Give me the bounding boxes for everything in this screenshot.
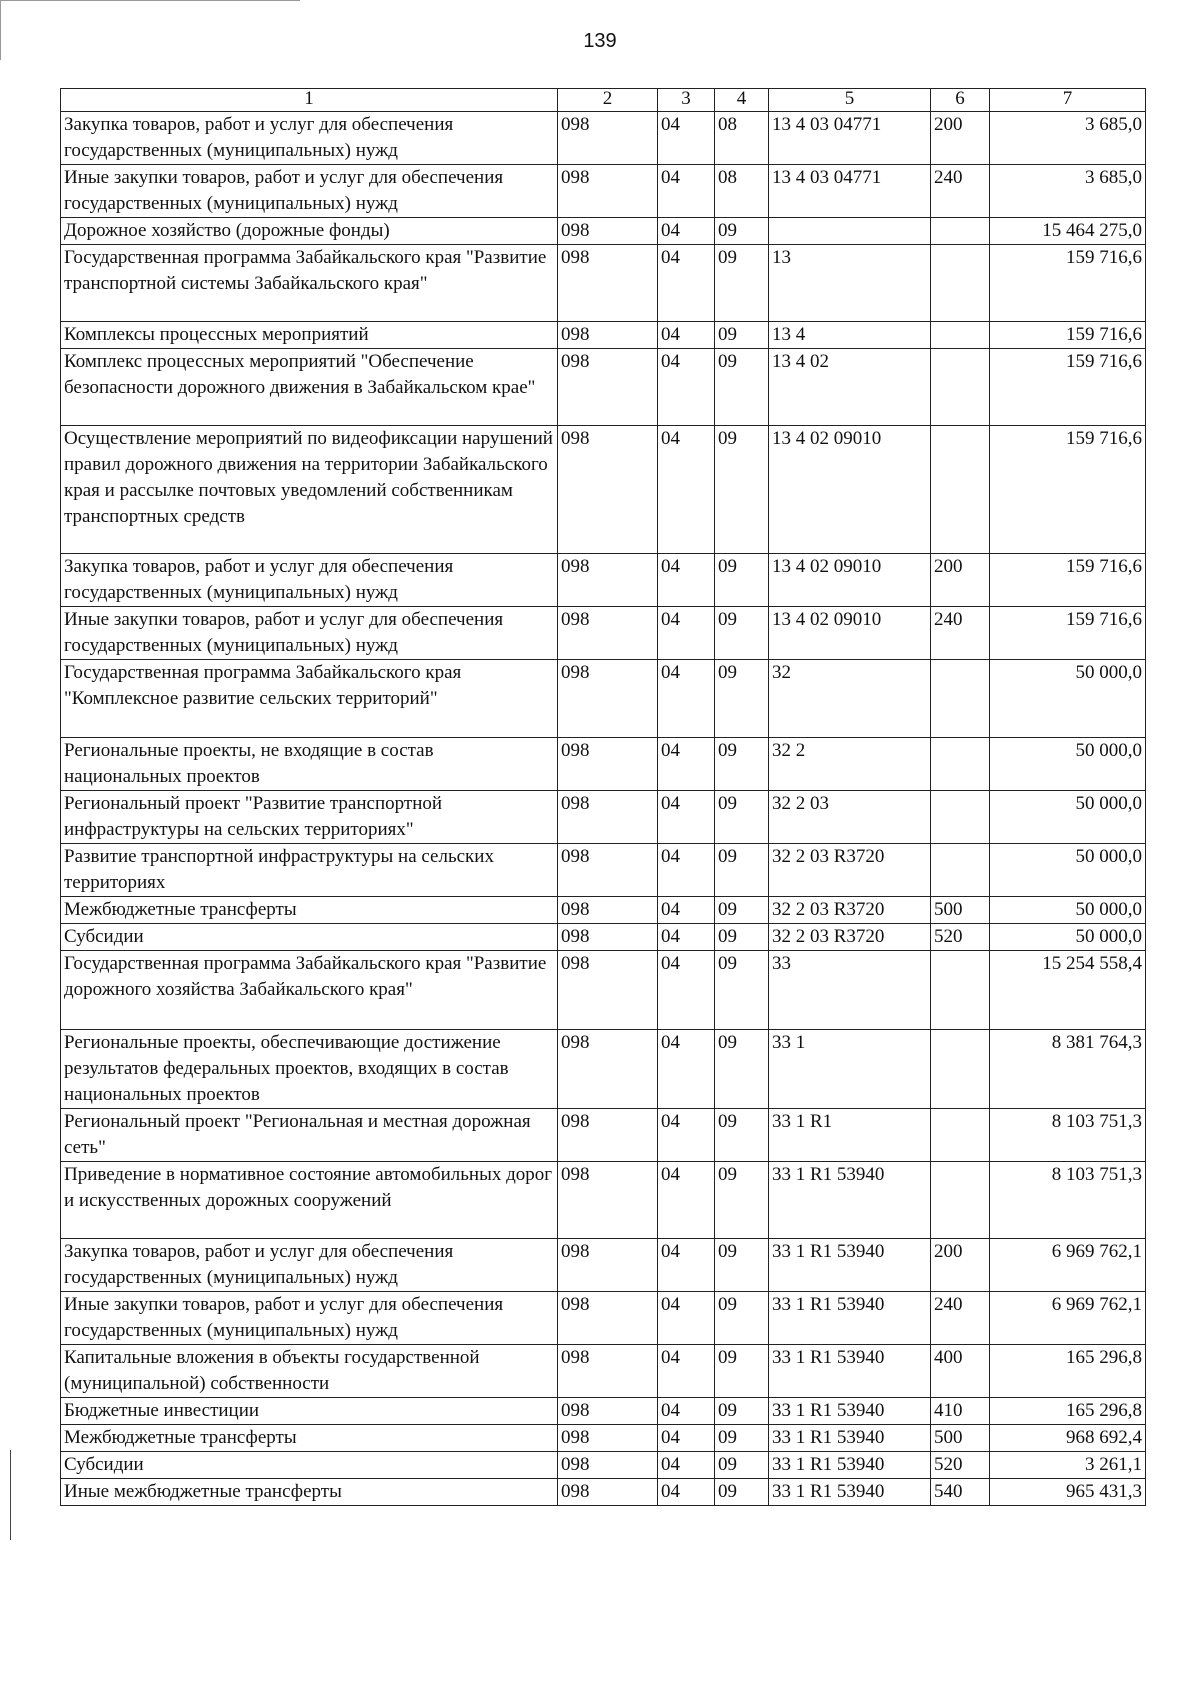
row-name-cell: Межбюджетные трансферты	[61, 1425, 558, 1452]
row-cell-4: 09	[715, 245, 769, 322]
row-cell-4: 09	[715, 426, 769, 554]
row-name-cell: Государственная программа Забайкальского края "Комплексное развитие сельских территорий"	[61, 660, 558, 738]
row-cell-4: 09	[715, 1425, 769, 1452]
row-cell-5: 33 1 R1	[769, 1109, 931, 1162]
row-cell-6	[931, 322, 990, 349]
row-cell-2: 098	[558, 165, 658, 218]
row-amount-cell: 159 716,6	[990, 245, 1146, 322]
row-cell-4: 08	[715, 112, 769, 165]
row-cell-5: 33 1 R1 53940	[769, 1239, 931, 1292]
row-cell-5: 33 1 R1 53940	[769, 1398, 931, 1425]
row-cell-4: 09	[715, 1239, 769, 1292]
row-cell-4: 09	[715, 1479, 769, 1506]
row-cell-6: 520	[931, 1452, 990, 1479]
row-name-cell: Государственная программа Забайкальского края "Развитие дорожного хозяйства Забайкальского края"	[61, 951, 558, 1030]
row-name-cell: Иные закупки товаров, работ и услуг для обеспечения государственных (муниципальных) нужд	[61, 607, 558, 660]
row-cell-6: 400	[931, 1345, 990, 1398]
table-row	[61, 165, 1146, 218]
row-amount-cell: 8 381 764,3	[990, 1030, 1146, 1109]
table-row	[61, 844, 1146, 897]
row-cell-4: 09	[715, 791, 769, 844]
row-cell-2: 098	[558, 791, 658, 844]
row-cell-5: 13 4 03 04771	[769, 165, 931, 218]
row-cell-3: 04	[658, 660, 715, 738]
row-cell-5: 32 2 03 R3720	[769, 844, 931, 897]
row-name-cell: Приведение в нормативное состояние автомобильных дорог и искусственных дорожных сооружений	[61, 1162, 558, 1239]
row-amount-cell: 8 103 751,3	[990, 1109, 1146, 1162]
table-row	[61, 924, 1146, 951]
row-name-cell: Субсидии	[61, 1452, 558, 1479]
header-cell: 2	[558, 89, 658, 112]
row-cell-5: 13 4 02 09010	[769, 554, 931, 607]
row-cell-3: 04	[658, 1425, 715, 1452]
row-cell-3: 04	[658, 554, 715, 607]
row-cell-6: 200	[931, 554, 990, 607]
row-amount-cell: 50 000,0	[990, 897, 1146, 924]
row-cell-3: 04	[658, 349, 715, 426]
row-name-cell: Региональный проект "Региональная и местная дорожная сеть"	[61, 1109, 558, 1162]
budget-table	[60, 88, 1146, 1506]
row-cell-2: 098	[558, 426, 658, 554]
row-cell-2: 098	[558, 1239, 658, 1292]
row-cell-5: 33 1	[769, 1030, 931, 1109]
table-row	[61, 1292, 1146, 1345]
table-row	[61, 660, 1146, 738]
table-row	[61, 1030, 1146, 1109]
row-cell-6	[931, 660, 990, 738]
row-cell-3: 04	[658, 322, 715, 349]
scan-mark-left	[10, 1450, 11, 1540]
header-cell: 5	[769, 89, 931, 112]
row-cell-6	[931, 738, 990, 791]
row-cell-4: 09	[715, 322, 769, 349]
row-cell-2: 098	[558, 112, 658, 165]
row-cell-2: 098	[558, 607, 658, 660]
row-cell-2: 098	[558, 322, 658, 349]
row-cell-3: 04	[658, 951, 715, 1030]
row-cell-5: 13 4 02	[769, 349, 931, 426]
row-name-cell: Развитие транспортной инфраструктуры на сельских территориях	[61, 844, 558, 897]
table-row	[61, 1162, 1146, 1239]
row-cell-3: 04	[658, 1109, 715, 1162]
row-cell-4: 09	[715, 738, 769, 791]
row-cell-3: 04	[658, 738, 715, 791]
row-cell-2: 098	[558, 1479, 658, 1506]
row-name-cell: Субсидии	[61, 924, 558, 951]
row-cell-3: 04	[658, 1292, 715, 1345]
table-row	[61, 1479, 1146, 1506]
row-cell-3: 04	[658, 1479, 715, 1506]
header-cell: 4	[715, 89, 769, 112]
header-cell: 3	[658, 89, 715, 112]
row-name-cell: Комплекс процессных мероприятий "Обеспечение безопасности дорожного движения в Забайкальском крае"	[61, 349, 558, 426]
row-cell-3: 04	[658, 844, 715, 897]
table-row	[61, 1345, 1146, 1398]
row-amount-cell: 159 716,6	[990, 349, 1146, 426]
table-row	[61, 1452, 1146, 1479]
row-cell-6	[931, 1109, 990, 1162]
row-cell-3: 04	[658, 245, 715, 322]
row-cell-6: 200	[931, 112, 990, 165]
row-cell-4: 09	[715, 951, 769, 1030]
row-cell-4: 09	[715, 1030, 769, 1109]
row-cell-3: 04	[658, 1030, 715, 1109]
row-cell-6	[931, 349, 990, 426]
row-cell-2: 098	[558, 1109, 658, 1162]
row-cell-2: 098	[558, 245, 658, 322]
row-cell-3: 04	[658, 1162, 715, 1239]
row-name-cell: Комплексы процессных мероприятий	[61, 322, 558, 349]
row-cell-4: 09	[715, 349, 769, 426]
row-cell-3: 04	[658, 897, 715, 924]
header-cell: 1	[61, 89, 558, 112]
row-cell-2: 098	[558, 1452, 658, 1479]
row-cell-2: 098	[558, 349, 658, 426]
row-name-cell: Иные закупки товаров, работ и услуг для обеспечения государственных (муниципальных) нужд	[61, 1292, 558, 1345]
row-name-cell: Региональные проекты, не входящие в состав национальных проектов	[61, 738, 558, 791]
row-name-cell: Государственная программа Забайкальского края "Развитие транспортной системы Забайкальского края"	[61, 245, 558, 322]
row-cell-6	[931, 1030, 990, 1109]
row-cell-2: 098	[558, 1345, 658, 1398]
row-name-cell: Осуществление мероприятий по видеофиксации нарушений правил дорожного движения на территории Забайкальского края и рассылке почтовых уведомлений собственникам транспортных средств	[61, 426, 558, 554]
table-row	[61, 951, 1146, 1030]
row-cell-5: 13 4 03 04771	[769, 112, 931, 165]
row-cell-5: 13 4 02 09010	[769, 607, 931, 660]
row-amount-cell: 15 464 275,0	[990, 218, 1146, 245]
row-cell-2: 098	[558, 218, 658, 245]
row-amount-cell: 50 000,0	[990, 844, 1146, 897]
row-cell-6: 500	[931, 897, 990, 924]
row-cell-3: 04	[658, 426, 715, 554]
row-cell-6: 500	[931, 1425, 990, 1452]
row-cell-5: 13	[769, 245, 931, 322]
row-amount-cell: 968 692,4	[990, 1425, 1146, 1452]
row-cell-4: 09	[715, 844, 769, 897]
row-cell-4: 09	[715, 660, 769, 738]
table-row	[61, 897, 1146, 924]
row-cell-2: 098	[558, 897, 658, 924]
row-amount-cell: 15 254 558,4	[990, 951, 1146, 1030]
table-row	[61, 349, 1146, 426]
row-cell-2: 098	[558, 660, 658, 738]
row-cell-6: 240	[931, 1292, 990, 1345]
row-name-cell: Межбюджетные трансферты	[61, 897, 558, 924]
row-amount-cell: 965 431,3	[990, 1479, 1146, 1506]
row-cell-6	[931, 218, 990, 245]
row-amount-cell: 8 103 751,3	[990, 1162, 1146, 1239]
row-cell-4: 09	[715, 1345, 769, 1398]
row-amount-cell: 159 716,6	[990, 426, 1146, 554]
row-cell-2: 098	[558, 1398, 658, 1425]
row-cell-5: 32 2 03 R3720	[769, 897, 931, 924]
row-amount-cell: 3 685,0	[990, 112, 1146, 165]
row-cell-6	[931, 844, 990, 897]
header-cell: 6	[931, 89, 990, 112]
row-cell-5: 13 4	[769, 322, 931, 349]
row-cell-2: 098	[558, 951, 658, 1030]
row-amount-cell: 50 000,0	[990, 924, 1146, 951]
row-amount-cell: 165 296,8	[990, 1345, 1146, 1398]
row-amount-cell: 6 969 762,1	[990, 1239, 1146, 1292]
table-row	[61, 112, 1146, 165]
row-cell-5: 33 1 R1 53940	[769, 1345, 931, 1398]
row-cell-3: 04	[658, 165, 715, 218]
row-cell-6: 410	[931, 1398, 990, 1425]
row-cell-5: 32 2 03	[769, 791, 931, 844]
row-amount-cell: 165 296,8	[990, 1398, 1146, 1425]
row-cell-6	[931, 245, 990, 322]
row-name-cell: Дорожное хозяйство (дорожные фонды)	[61, 218, 558, 245]
table-row	[61, 322, 1146, 349]
table-row	[61, 1425, 1146, 1452]
row-cell-6: 520	[931, 924, 990, 951]
row-cell-2: 098	[558, 924, 658, 951]
row-cell-6: 540	[931, 1479, 990, 1506]
row-cell-4: 09	[715, 897, 769, 924]
row-cell-2: 098	[558, 1162, 658, 1239]
table-row	[61, 426, 1146, 554]
table-row	[61, 791, 1146, 844]
table-row	[61, 245, 1146, 322]
page-number: 139	[583, 30, 617, 52]
row-name-cell: Региональный проект "Развитие транспортной инфраструктуры на сельских территориях"	[61, 791, 558, 844]
row-cell-5: 13 4 02 09010	[769, 426, 931, 554]
row-cell-3: 04	[658, 112, 715, 165]
row-cell-2: 098	[558, 554, 658, 607]
row-amount-cell: 3 261,1	[990, 1452, 1146, 1479]
table-row	[61, 218, 1146, 245]
row-cell-5: 33 1 R1 53940	[769, 1292, 931, 1345]
table-row	[61, 554, 1146, 607]
row-cell-3: 04	[658, 924, 715, 951]
row-cell-3: 04	[658, 607, 715, 660]
table-row	[61, 1239, 1146, 1292]
row-amount-cell: 3 685,0	[990, 165, 1146, 218]
row-cell-4: 08	[715, 165, 769, 218]
row-cell-4: 09	[715, 924, 769, 951]
row-cell-3: 04	[658, 791, 715, 844]
row-cell-6	[931, 1162, 990, 1239]
row-name-cell: Закупка товаров, работ и услуг для обеспечения государственных (муниципальных) нужд	[61, 1239, 558, 1292]
row-name-cell: Региональные проекты, обеспечивающие достижение результатов федеральных проектов, входящих в состав национальных проектов	[61, 1030, 558, 1109]
row-cell-2: 098	[558, 738, 658, 791]
row-cell-4: 09	[715, 218, 769, 245]
row-cell-5: 33 1 R1 53940	[769, 1425, 931, 1452]
row-cell-6	[931, 791, 990, 844]
row-name-cell: Закупка товаров, работ и услуг для обеспечения государственных (муниципальных) нужд	[61, 112, 558, 165]
scan-edge-top	[0, 0, 300, 1]
row-amount-cell: 50 000,0	[990, 791, 1146, 844]
row-cell-3: 04	[658, 1239, 715, 1292]
row-cell-4: 09	[715, 607, 769, 660]
table-row	[61, 738, 1146, 791]
row-cell-5: 32 2 03 R3720	[769, 924, 931, 951]
table-row	[61, 1109, 1146, 1162]
row-cell-3: 04	[658, 1345, 715, 1398]
row-cell-5: 32	[769, 660, 931, 738]
table-body	[61, 112, 1146, 1506]
row-name-cell: Бюджетные инвестиции	[61, 1398, 558, 1425]
table-row	[61, 607, 1146, 660]
table-row	[61, 1398, 1146, 1425]
row-cell-2: 098	[558, 1030, 658, 1109]
row-cell-6	[931, 426, 990, 554]
header-cell: 7	[990, 89, 1146, 112]
row-cell-5: 33 1 R1 53940	[769, 1162, 931, 1239]
header-row	[61, 89, 1146, 112]
row-amount-cell: 159 716,6	[990, 554, 1146, 607]
row-cell-4: 09	[715, 1398, 769, 1425]
row-amount-cell: 50 000,0	[990, 660, 1146, 738]
row-cell-5: 33 1 R1 53940	[769, 1479, 931, 1506]
row-cell-6: 240	[931, 607, 990, 660]
row-cell-4: 09	[715, 1162, 769, 1239]
row-amount-cell: 159 716,6	[990, 607, 1146, 660]
row-amount-cell: 50 000,0	[990, 738, 1146, 791]
row-cell-6	[931, 951, 990, 1030]
row-cell-6: 200	[931, 1239, 990, 1292]
row-cell-3: 04	[658, 218, 715, 245]
row-cell-4: 09	[715, 1109, 769, 1162]
row-cell-2: 098	[558, 1292, 658, 1345]
row-cell-3: 04	[658, 1452, 715, 1479]
row-name-cell: Иные межбюджетные трансферты	[61, 1479, 558, 1506]
row-cell-5: 32 2	[769, 738, 931, 791]
row-amount-cell: 6 969 762,1	[990, 1292, 1146, 1345]
row-amount-cell: 159 716,6	[990, 322, 1146, 349]
row-name-cell: Иные закупки товаров, работ и услуг для обеспечения государственных (муниципальных) нужд	[61, 165, 558, 218]
row-cell-5: 33	[769, 951, 931, 1030]
row-name-cell: Капитальные вложения в объекты государственной (муниципальной) собственности	[61, 1345, 558, 1398]
row-cell-4: 09	[715, 1292, 769, 1345]
row-cell-6: 240	[931, 165, 990, 218]
row-cell-4: 09	[715, 1452, 769, 1479]
row-name-cell: Закупка товаров, работ и услуг для обеспечения государственных (муниципальных) нужд	[61, 554, 558, 607]
row-cell-3: 04	[658, 1398, 715, 1425]
row-cell-5: 33 1 R1 53940	[769, 1452, 931, 1479]
row-cell-2: 098	[558, 844, 658, 897]
row-cell-4: 09	[715, 554, 769, 607]
row-cell-2: 098	[558, 1425, 658, 1452]
row-cell-5	[769, 218, 931, 245]
